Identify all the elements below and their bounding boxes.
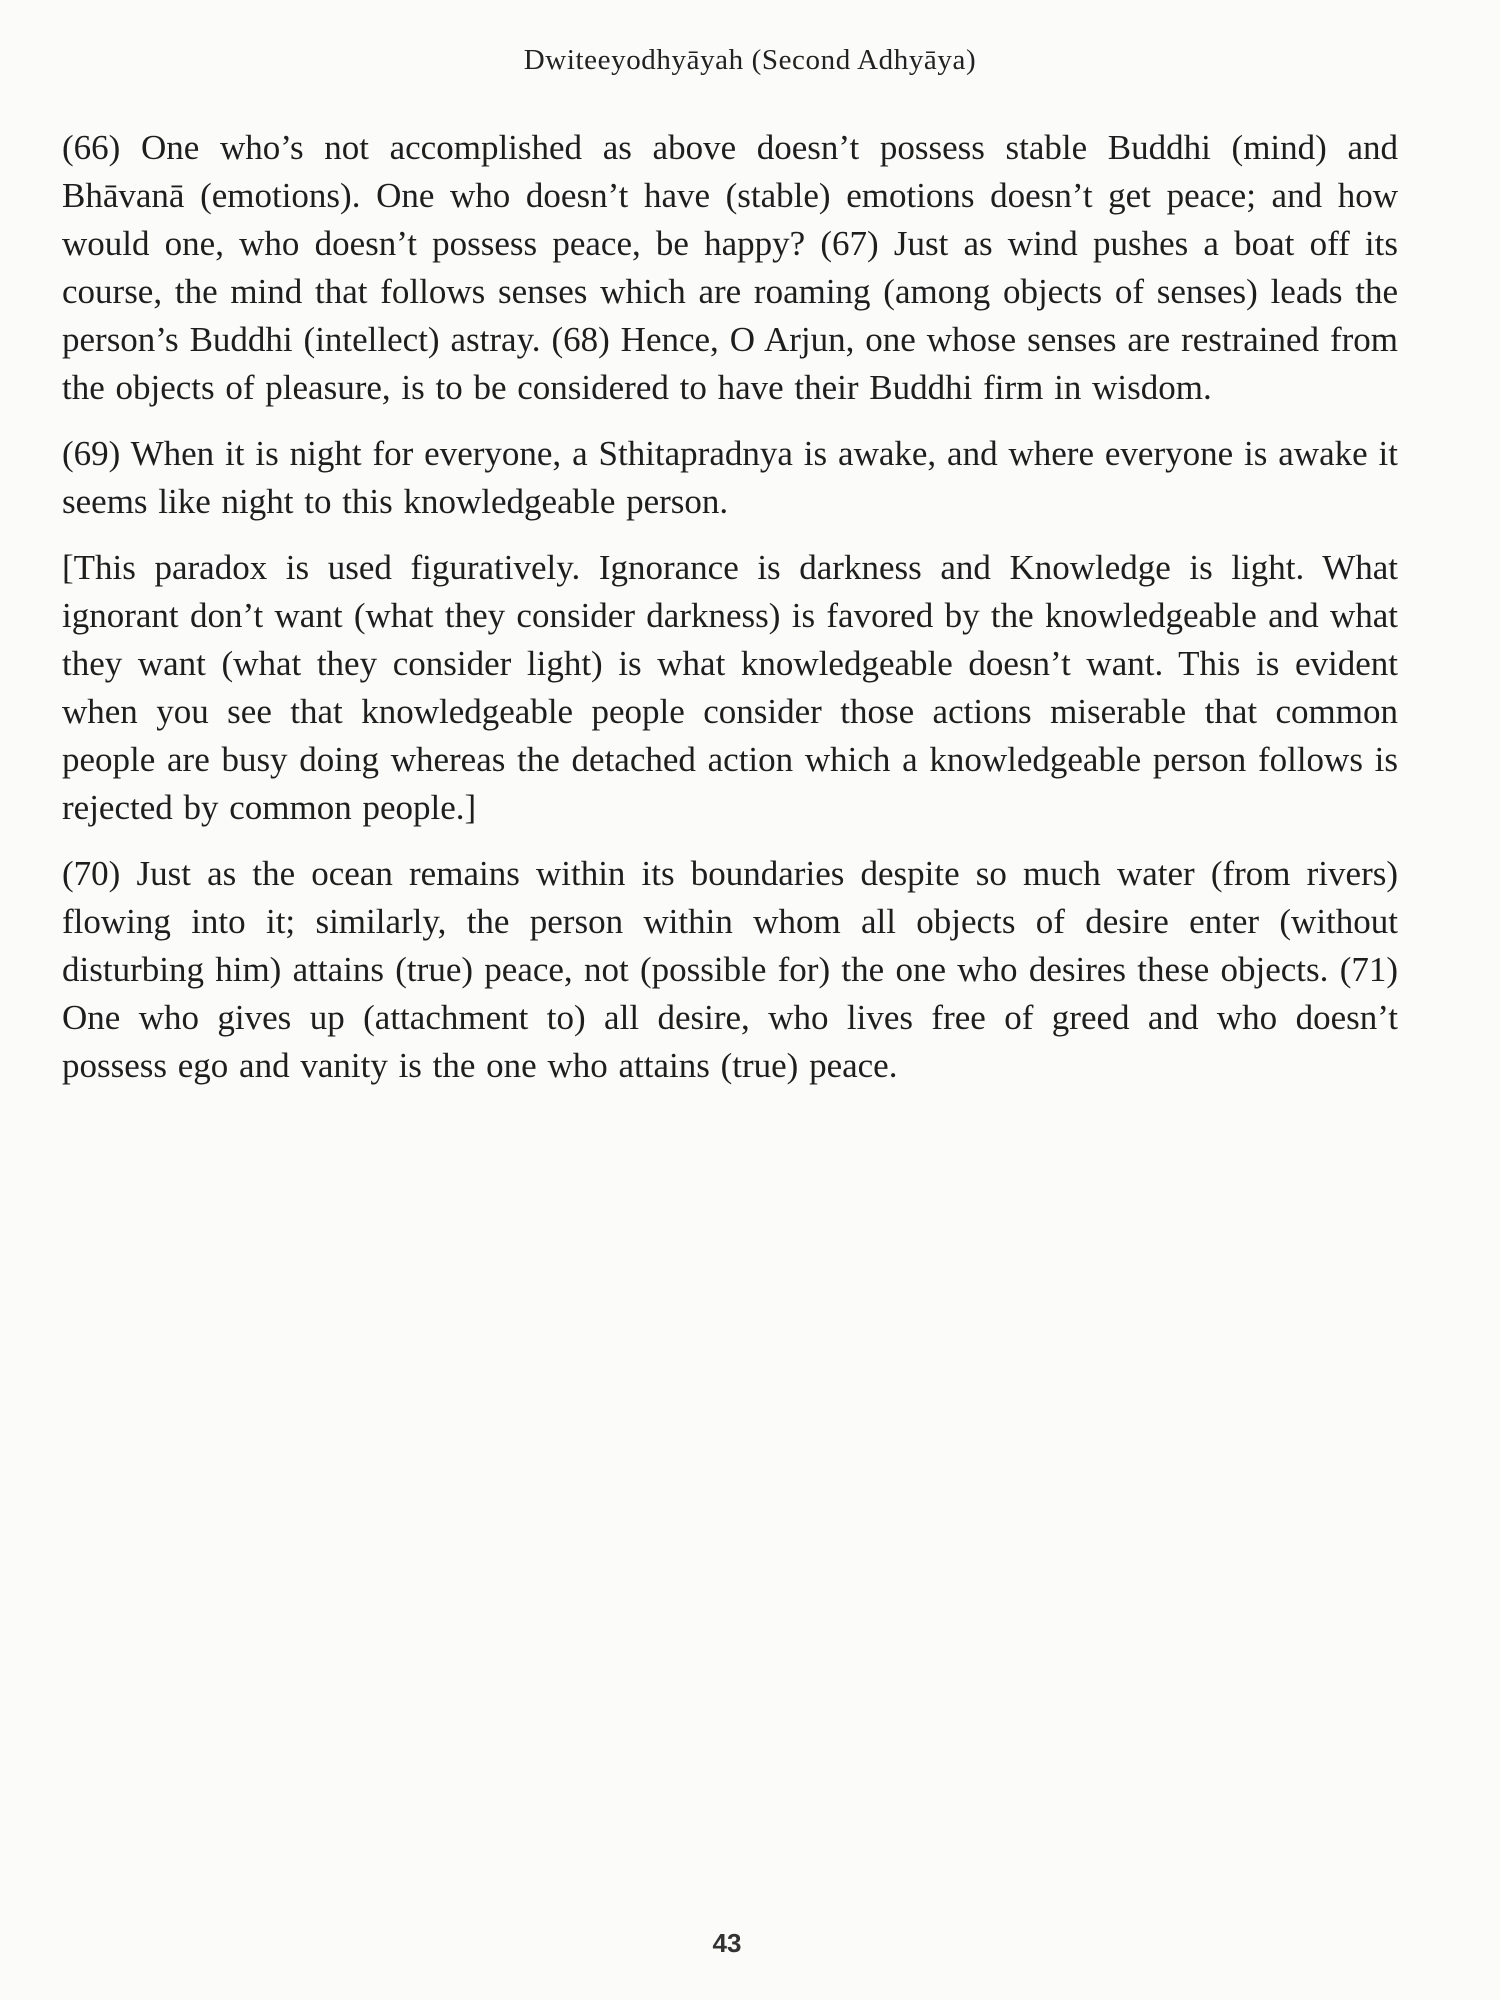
paragraph-commentary: [This paradox is used figuratively. Ignorance is darkness and Knowledge is light. What ignorant don’t want (what they consider darkness) is favored by the knowledgeable and what they want (what they consider light) is what knowledgeable doesn’t want. This is evident when you see that knowledgeable people consider those actions miserable that common people are busy doing whereas the detached action which a knowledgeable person follows is rejected by common people.] [62, 548, 1398, 827]
paragraph-verses-66-68: (66) One who’s not accomplished as above doesn’t possess stable Buddhi (mind) and Bhāvanā (emotions). One who doesn’t have (stable) emotions doesn’t get peace; and how would one, who doesn’t possess peace, be happy? (67) Just as wind pushes a boat off its course, the mind that follows senses which are roaming (among objects of senses) leads the person’s Buddhi (intellect) astray. (68) Hence, O Arjun, one whose senses are restrained from the objects of pleasure, is to be considered to have their Buddhi firm in wisdom. [62, 128, 1398, 407]
paragraph-verses-70-71: (70) Just as the ocean remains within its boundaries despite so much water (from rivers) flowing into it; similarly, the person within whom all objects of desire enter (without disturbing him) attains (true) peace, not (possible for) the one who desires these objects. (71) One who gives up (attachment to) all desire, who lives free of greed and who doesn’t possess ego and vanity is the one who attains (true) peace. [62, 854, 1398, 1085]
paragraph-verse-69: (69) When it is night for everyone, a Sthitapradnya is awake, and where everyone is awake it seems like night to this knowledgeable person. [62, 434, 1398, 521]
body-text [62, 124, 1398, 1108]
page-number: 43 [712, 1928, 742, 1958]
running-header: Dwiteeyodhyāyah (Second Adhyāya) [523, 44, 977, 76]
